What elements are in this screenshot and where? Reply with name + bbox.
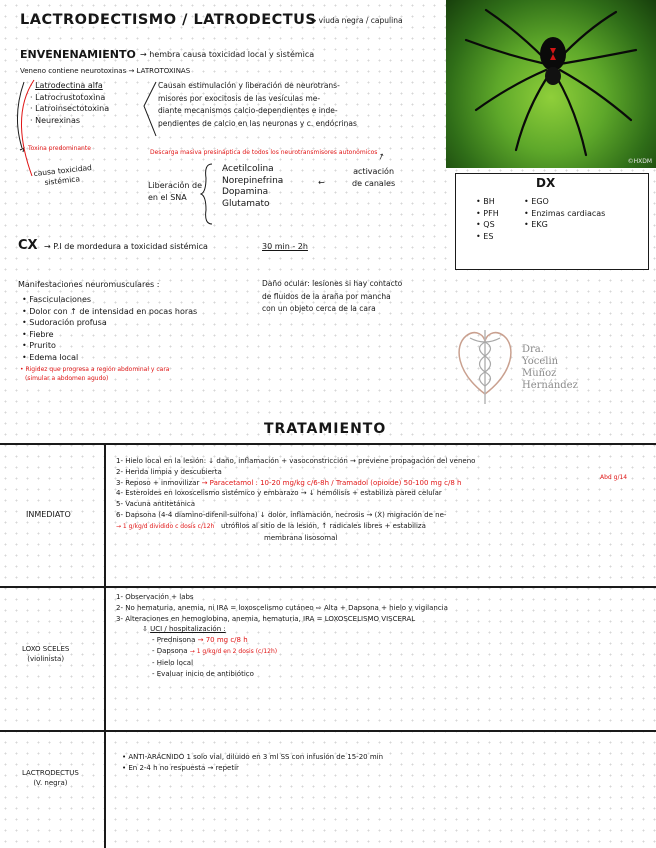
treatment-line: 1- Observación + labs: [116, 593, 194, 601]
treatment-line: 2- No hematuria, anemia, ni IRA = loxoscelismo cutáneo ⇨ Alta + Dapsona + hielo y vigilancia: [116, 603, 448, 612]
loxosceles-lines: [116, 592, 448, 679]
treatment-line: - Prednisona → 70 mg c/8 h: [152, 636, 248, 645]
rigidez-note: • Rigidez que progresa a región abdominal y cara (simular a abdomen agudo): [20, 366, 170, 382]
inmediato-lines: [116, 456, 475, 543]
toxin-item: · Latrocrustotoxina: [30, 92, 106, 102]
treatment-line: 6- Dapsona (4-4 diamino-difenil-sulfona) ↓ dolor, inflamación, necrosis → (X) migración de ne-: [116, 510, 447, 519]
dano-ocular: Daño ocular: lesiones si hay contacto de fluidos de la araña por mancha con un objeto cerca de la cara: [262, 279, 403, 313]
neurotransmitter-list: [222, 164, 283, 210]
dx-col1: [476, 196, 499, 242]
dx-box: [455, 173, 649, 270]
manifestacion-item: • Fasciculaciones: [22, 295, 92, 304]
treatment-line: 3- Reposo + inmovilizar → Paracetamol : 10-20 mg/kg c/6-8h / Tramadol (opioide) 50-100 mg c/8 h: [116, 478, 462, 487]
toxin-item: · Latrodectina alfa: [30, 81, 103, 90]
manifestacion-item: • Fiebre: [22, 329, 54, 339]
row-label-loxosceles: LOXO SCELES (violinista): [22, 645, 70, 663]
manifestaciones-list: [22, 294, 197, 363]
manifestacion-item: • Sudoración profusa: [22, 318, 107, 327]
dx-item: • Enzimas cardiacas: [524, 208, 606, 218]
envenenamiento-heading: ENVENENAMIENTO: [20, 48, 136, 61]
cx-label: CX: [18, 238, 38, 253]
dx-title: DX: [536, 176, 556, 190]
bracket-drawings: [8, 76, 158, 186]
table-row-rule: [0, 730, 656, 732]
toxin-item: · Neurexinas: [30, 115, 81, 125]
envenenamiento-note: → hembra causa toxicidad local y sistémica: [140, 50, 315, 59]
dx-item: • PFH: [476, 208, 499, 218]
manifestaciones-heading: Manifestaciones neuromusculares :: [18, 280, 160, 289]
dx-item: • EKG: [524, 220, 548, 229]
treatment-line: 5- Vacuna antitetánica: [116, 500, 195, 509]
manifestacion-item: • Prurito: [22, 341, 56, 350]
cx-text: → P.I de mordedura a toxicidad sistémica: [44, 242, 208, 251]
abd-note: Abd g/14: [600, 474, 628, 481]
table-top-rule: [0, 443, 656, 445]
treatment-line: 2- Herida limpia y descubierta: [116, 467, 222, 476]
nt-item: Acetilcolina: [222, 164, 274, 174]
dx-item: • BH: [476, 197, 495, 206]
nt-brace: [200, 162, 214, 226]
treatment-line: - Dapsona → 1 g/kg/d en 2 dosis (c/12h): [152, 646, 278, 655]
toxina-predominante: Toxina predominante: [28, 145, 91, 152]
heart-caduceus-logo: [452, 316, 518, 408]
activacion-arrow: →: [375, 151, 387, 162]
treatment-line: • ANTI-ARÁCNIDO 1 solo vial, diluido en 3 ml SS con infusión de 15-20 min: [122, 753, 384, 761]
treatment-line: → 1 g/kg/d dividido c dosis c/12h utrófilos al sitio de la lesión, ↑ radicales libres + estabiliza: [116, 521, 426, 530]
activacion-canales: activación de canales: [352, 167, 396, 188]
page-subtitle: → viuda negra / capulina: [310, 16, 403, 25]
nt-arrow: ←: [318, 178, 325, 187]
treatment-line: - Hielo local: [152, 658, 194, 667]
spider-icon: [446, 0, 656, 168]
cx-time: 30 min - 2h: [262, 242, 308, 251]
nt-item: Glutamato: [222, 198, 270, 209]
liberacion-label: Liberación de en el SNA: [148, 181, 202, 202]
latrodectus-lines: [122, 752, 383, 774]
descarga-masiva: Descarga masiva presináptica de todos los neurotransmisores autonómicos: [150, 149, 378, 156]
nt-item: Dopamina: [222, 187, 269, 197]
photo-watermark: ©HXDM: [627, 158, 652, 165]
treatment-line: - Evaluar inicio de antibiótico: [152, 669, 254, 678]
tratamiento-title: TRATAMIENTO: [264, 421, 387, 437]
treatment-line: 1- Hielo local en la lesión: ↓ daño, inflamación + vasoconstricción → previene propagación del veneno: [116, 457, 476, 465]
logo-text: Dra. Yocelin Muñoz Hernández: [522, 344, 578, 391]
dx-col2: [524, 196, 605, 231]
row-label-inmediato: INMEDIATO: [26, 510, 71, 519]
causa-toxicidad: causa toxicidad sistémica: [33, 162, 93, 187]
nt-item: Norepinefrina: [222, 175, 284, 186]
mechanism-text: Causan estimulación y liberación de neurotrans- misores por exocitosis de las vesículas me- diante mecanismos calcio-dependientes e inde- pendientes de calcio en las neuronas y c. endócrinas: [158, 81, 357, 128]
dx-item: • QS: [476, 220, 495, 229]
treatment-line: • En 2-4 h no respuesta → repetir: [122, 763, 239, 772]
table-column-rule: [104, 443, 106, 848]
spider-photo: [446, 0, 656, 168]
dx-item: • ES: [476, 231, 494, 241]
venom-line: Veneno contiene neurotoxinas → LATROTOXINAS: [20, 67, 191, 75]
toxin-item: · Latroinsectotoxina: [30, 104, 110, 113]
treatment-line: 3- Alteraciones en hemoglobina, anemia, hematuria, IRA = LOXOSCELISMO VISCERAL: [116, 614, 416, 623]
manifestacion-item: • Edema local: [22, 352, 79, 362]
dx-item: • EGO: [524, 197, 549, 206]
treatment-line: 4- Esteroides en loxoscelismo sistémico y embarazo → ↓ hemólisis + estabiliza pared celular: [116, 489, 442, 498]
manifestacion-item: • Dolor con ↑ de intensidad en pocas horas: [22, 306, 198, 316]
treatment-line: membrana lisosomal: [264, 533, 338, 542]
treatment-line: ⇩ UCI / hospitalización :: [142, 625, 226, 634]
row-label-latrodectus: LACTRODECTUS (V. negra): [22, 769, 79, 787]
page-title: LACTRODECTISMO / LATRODECTUS: [20, 12, 317, 28]
table-row-rule: [0, 586, 656, 588]
